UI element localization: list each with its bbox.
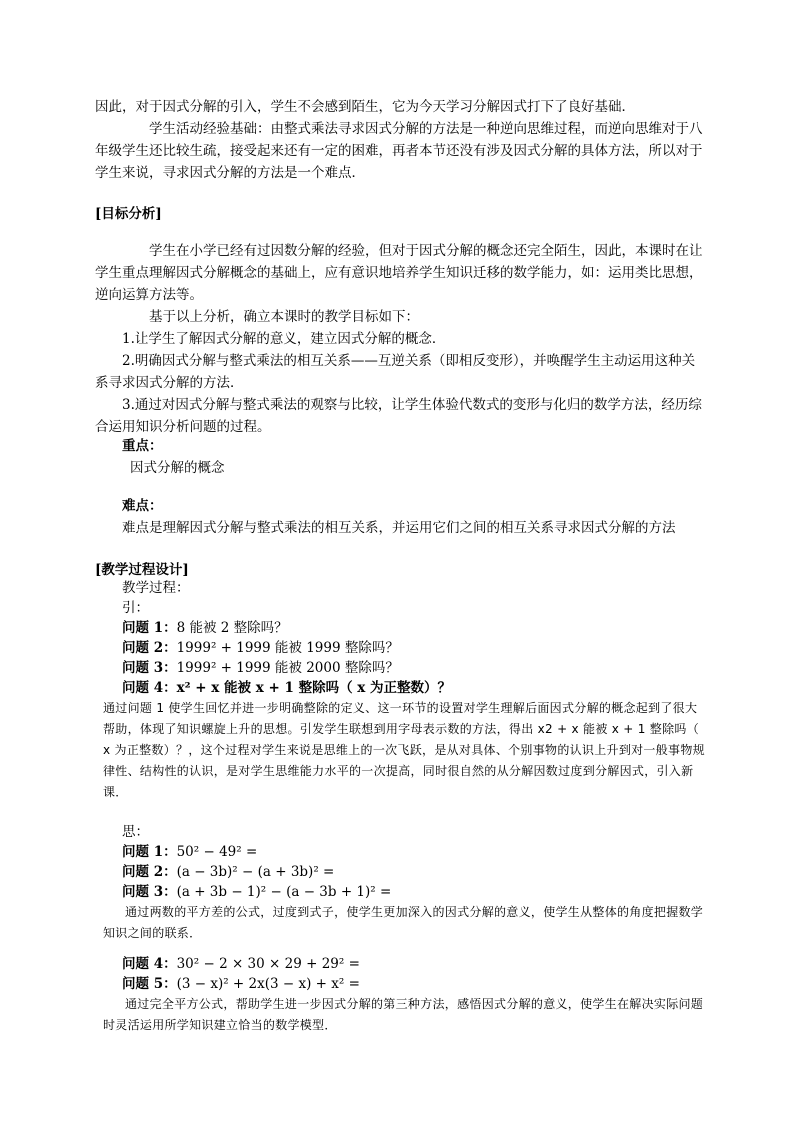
goal-paragraph-2: 基于以上分析，确立本课时的教学目标如下： — [149, 309, 419, 325]
goal-heading: [目标分析] — [95, 206, 162, 222]
think-question-4-text: 30² − 2 × 30 × 29 + 29² = — [176, 956, 360, 972]
think-question-5-text: (3 − x)² + 2x(3 − x) + x² = — [176, 976, 360, 992]
goal-item-2: 2.明确因式分解与整式乘法的相互关系——互逆关系（即相反变形），并唤醒学生主动运用这种关系寻求因式分解的方法． — [95, 353, 696, 391]
intro-paragraph-1: 因此，对于因式分解的引入，学生不会感到陌生，它为今天学习分解因式打下了良好基础． — [95, 99, 635, 115]
think-question-3-text: (a + 3b − 1)² − (a − 3b + 1)² = — [176, 884, 392, 900]
think-question-5 — [122, 974, 360, 994]
process-heading: [教学过程设计] — [95, 562, 189, 578]
think-question-3 — [122, 882, 391, 902]
intro-paragraph-2: 学生活动经验基础：由整式乘法寻求因式分解的方法是一种逆向思维过程，而逆向思维对于八年级学生还比较生疏，接受起来还有一定的困难，再者本节还没有涉及因式分解的具体方法，所以对于学生来说，寻求因式分解的方法是一个难点． — [95, 121, 703, 181]
question-1 — [122, 618, 288, 638]
question-3-text: 1999² + 1999 能被 2000 整除吗？ — [176, 660, 399, 676]
think-question-2 — [122, 862, 334, 882]
yin-label: 引： — [122, 600, 149, 616]
think-question-1-label: 问题 1： — [122, 844, 177, 860]
question-4 — [122, 678, 451, 698]
goal-item-1: 1.让学生了解因式分解的意义，建立因式分解的概念． — [122, 331, 446, 347]
question-1-label: 问题 1： — [122, 620, 177, 636]
question-1-text: 8 能被 2 整除吗？ — [176, 620, 288, 636]
question-3-label: 问题 3： — [122, 660, 177, 676]
think-question-1-text: 50² − 49² = — [176, 844, 258, 860]
think-question-2-text: (a − 3b)² − (a + 3b)² = — [176, 864, 335, 880]
think-question-3-label: 问题 3： — [122, 884, 177, 900]
key-point-label: 重点： — [122, 438, 163, 454]
explanation-2: 通过两数的平方差的公式，过度到式子，使学生更加深入的因式分解的意义，使学生从整体的角度把握数学知识之间的联系． — [103, 905, 704, 940]
difficulty-label: 难点： — [122, 498, 163, 514]
think-question-4 — [122, 954, 360, 974]
question-4-text: x² + x 能被 x + 1 整除吗（ x 为正整数）？ — [176, 680, 452, 696]
goal-paragraph-1: 学生在小学已经有过因数分解的经验，但对于因式分解的概念还完全陌生，因此，本课时在让学生重点理解因式分解概念的基础上，应有意识地培养学生知识迁移的数学能力，如：运用类比思想，逆向运算方法等。 — [95, 243, 703, 303]
think-question-5-label: 问题 5： — [122, 976, 177, 992]
explanation-3: 通过完全平方公式，帮助学生进一步因式分解的第三种方法，感悟因式分解的意义，使学生在解决实际问题时灵活运用所学知识建立恰当的数学模型． — [103, 997, 704, 1032]
think-question-4-label: 问题 4： — [122, 956, 177, 972]
question-4-label: 问题 4： — [122, 680, 177, 696]
difficulty-text: 难点是理解因式分解与整式乘法的相互关系，并运用它们之间的相互关系寻求因式分解的方法 — [122, 520, 676, 536]
process-subheading: 教学过程： — [122, 580, 190, 596]
question-3 — [122, 658, 399, 678]
question-2-label: 问题 2： — [122, 640, 177, 656]
think-question-2-label: 问题 2： — [122, 864, 177, 880]
key-point-text: 因式分解的概念 — [130, 460, 225, 476]
think-question-1 — [122, 842, 257, 862]
question-2-text: 1999² + 1999 能被 1999 整除吗？ — [176, 640, 399, 656]
explanation-1: 通过问题 1 使学生回忆并进一步明确整除的定义、这一环节的设置对学生理解后面因式分解的概念起到了很大帮助，体现了知识螺旋上升的思想。引发学生联想到用字母表示数的方法，得出 x2 + x 能被 x + 1 整除吗（ x 为正整数）？，这个过程对学生来说是思维上的一次飞跃，是从对具体、个别事物的认识上升到对一般事物规律性、结构性的认识，是对学生思维能力水平的一次提高，同时很自然的从分解因数过度到分解因式，引入新课． — [103, 701, 705, 799]
goal-item-3: 3.通过对因式分解与整式乘法的观察与比较，让学生体验代数式的变形与化归的数学方法，经历综合运用知识分析问题的过程。 — [95, 397, 702, 435]
si-label: 思： — [122, 824, 149, 840]
question-2 — [122, 638, 399, 658]
